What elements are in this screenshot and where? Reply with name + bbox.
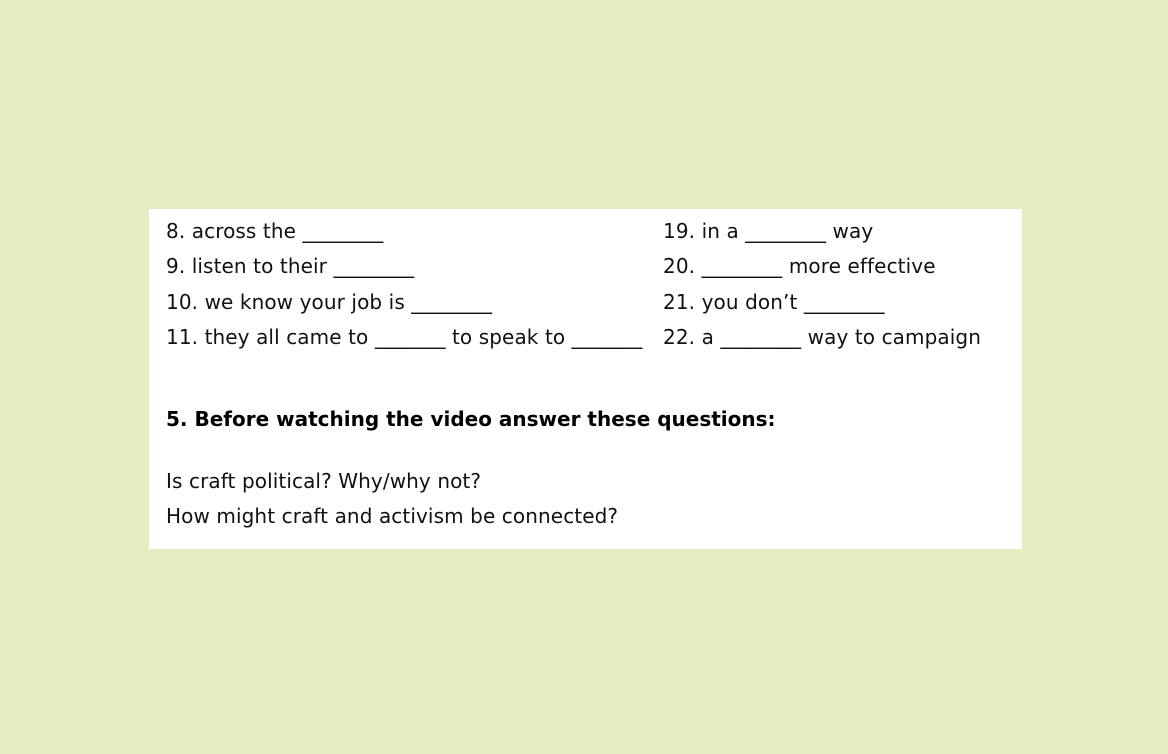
worksheet-card: [149, 209, 1022, 549]
section-heading: 5. Before watching the video answer these questions:: [166, 407, 776, 431]
gap-fill-item-8: 8. across the ________: [166, 219, 384, 243]
gap-fill-item-9: 9. listen to their ________: [166, 254, 415, 278]
gap-fill-item-21: 21. you don’t ________: [663, 290, 885, 314]
gap-fill-item-20: 20. ________ more effective: [663, 254, 936, 278]
gap-fill-item-22: 22. a ________ way to campaign: [663, 325, 981, 349]
gap-fill-item-10: 10. we know your job is ________: [166, 290, 493, 314]
gap-fill-item-11: 11. they all came to _______ to speak to _______: [166, 325, 643, 349]
question-1: Is craft political? Why/why not?: [166, 469, 482, 493]
question-2: How might craft and activism be connected?: [166, 504, 619, 528]
gap-fill-item-19: 19. in a ________ way: [663, 219, 874, 243]
